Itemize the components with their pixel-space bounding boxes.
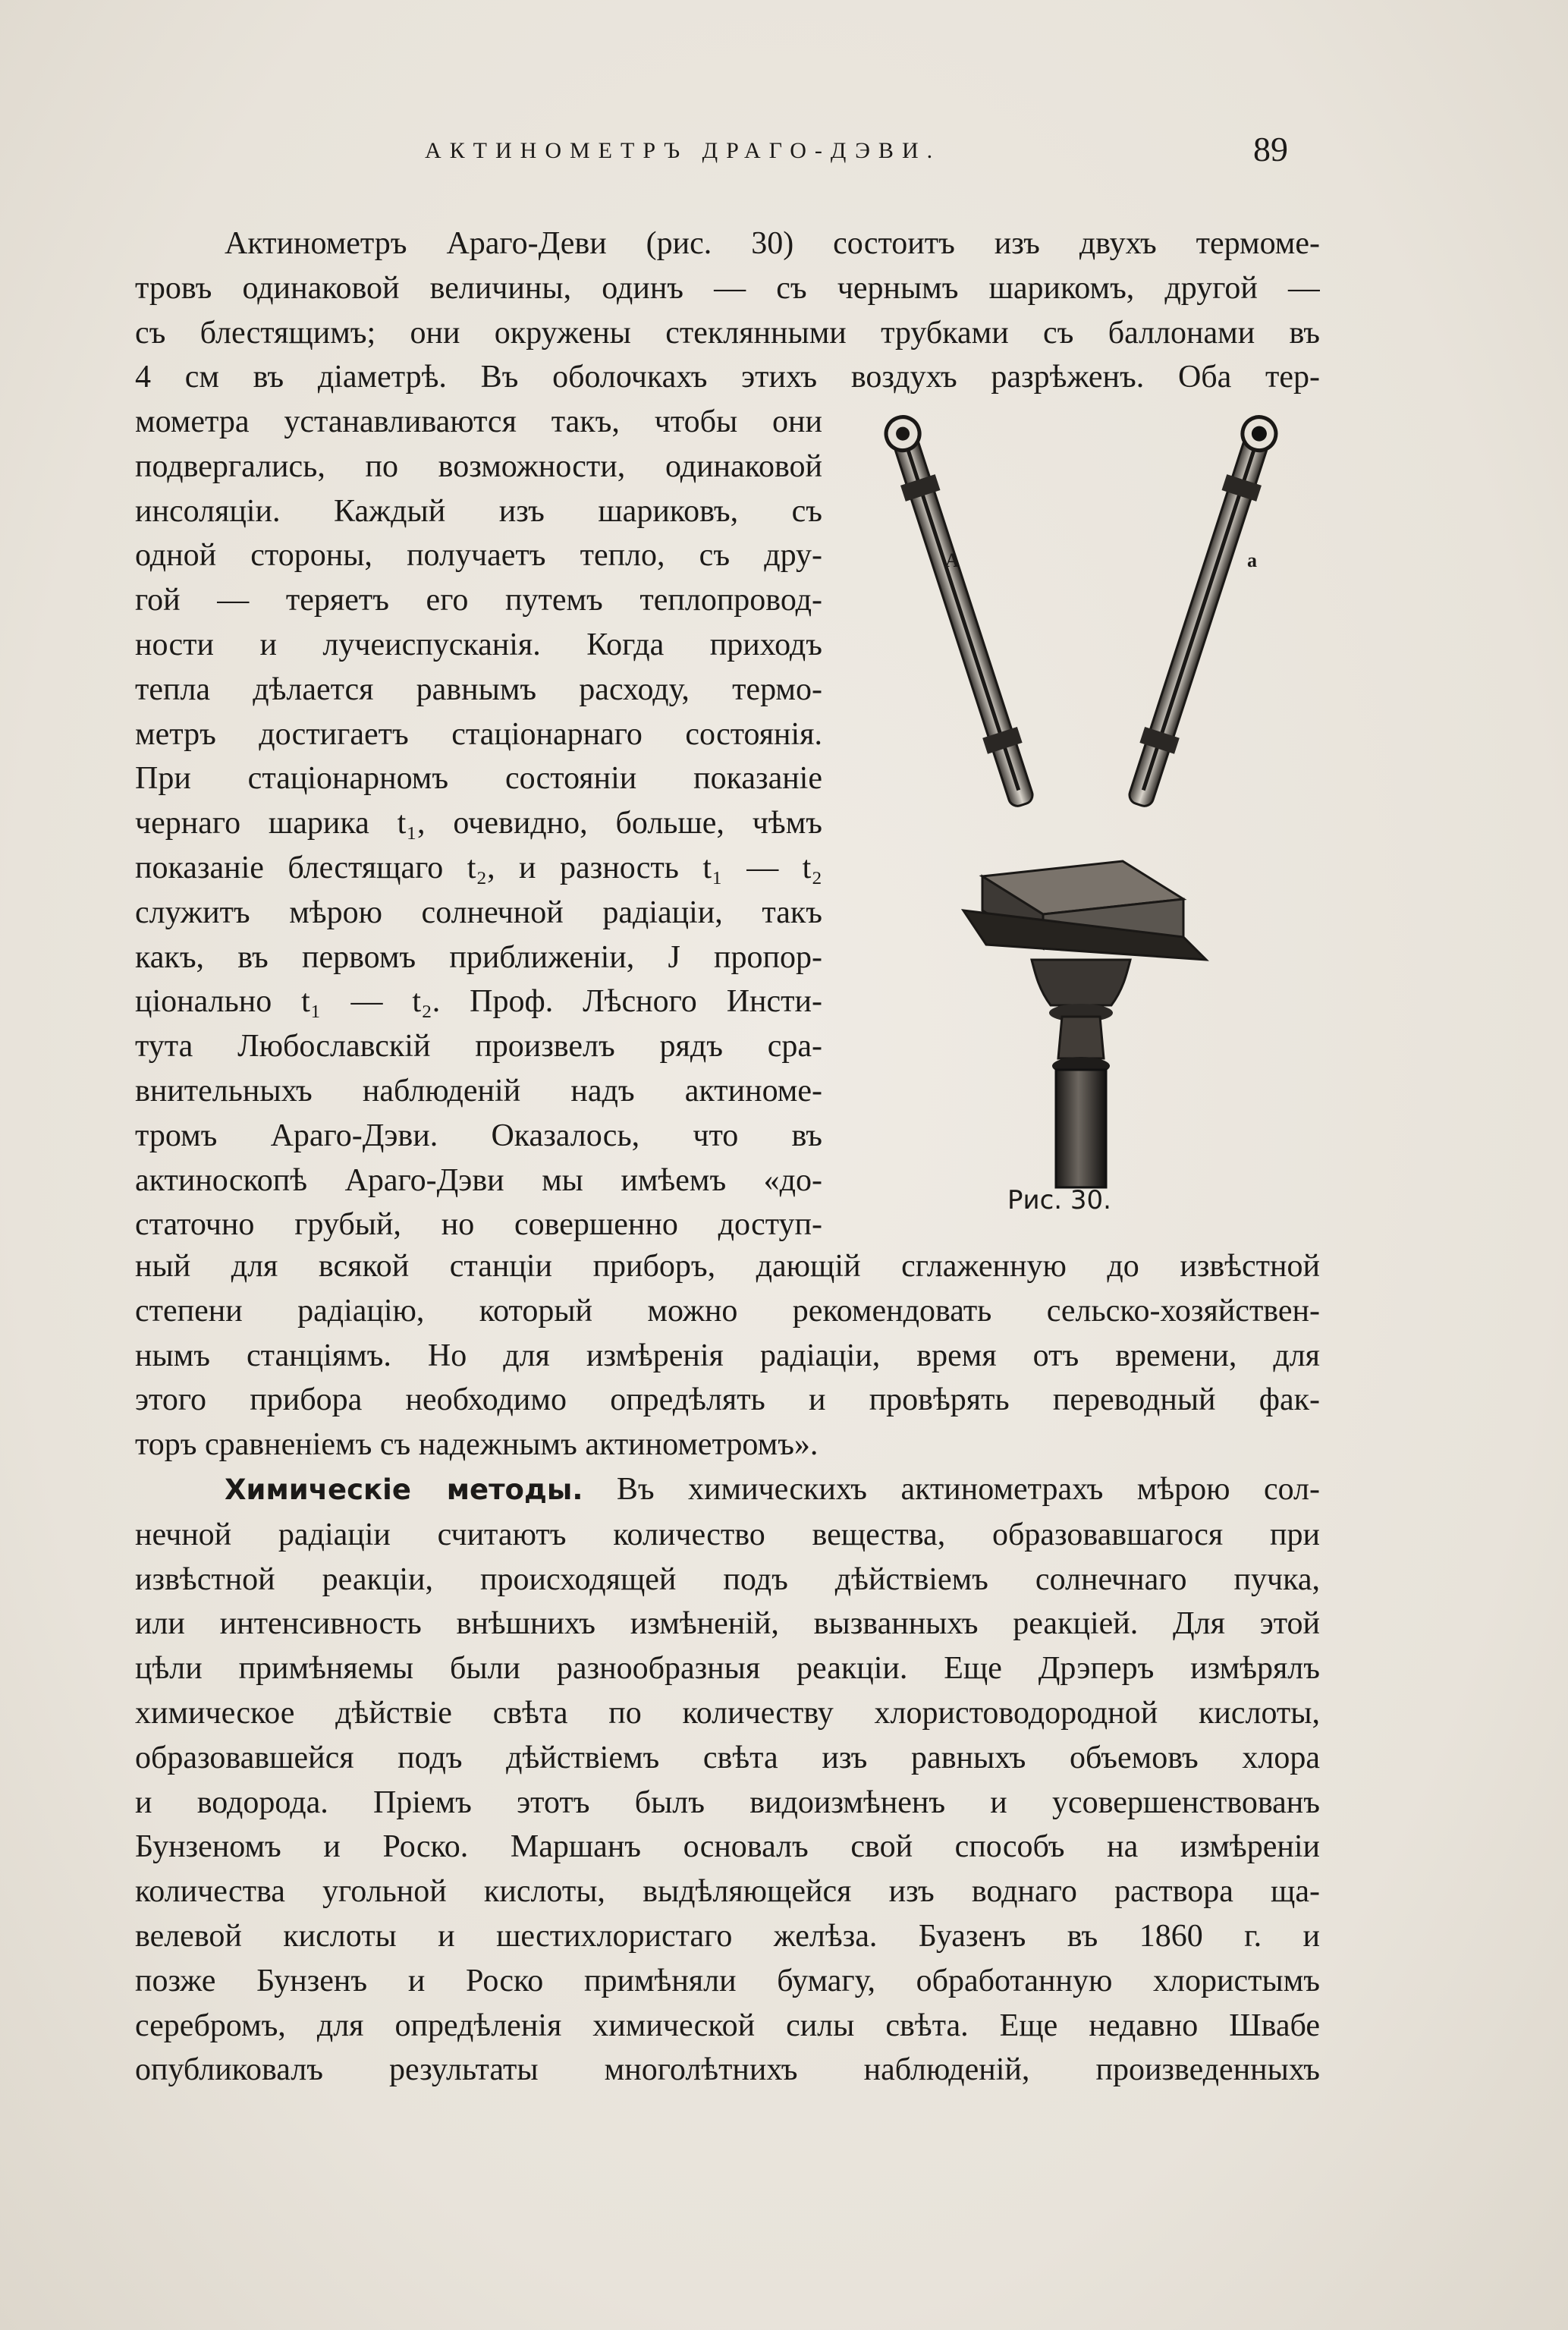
actinometer-illustration: [842, 413, 1320, 1195]
text-line: нымъ станціямъ. Но для измѣренія радіаціи, время отъ времени, для: [135, 1338, 1320, 1373]
actinometer-figure: [842, 413, 1320, 1195]
text-line: подвергались, по возможности, одинаковой: [135, 448, 822, 484]
text-line: ности и лучеиспусканія. Когда приходъ: [135, 627, 822, 662]
figure-label-a: A: [945, 549, 960, 571]
text-line: одной стороны, получаетъ тепло, съ дру-: [135, 538, 822, 574]
text-line: актиноскопѣ Араго-Дэви мы имѣемъ «до-: [135, 1162, 822, 1198]
text-line: и водорода. Пріемъ этотъ былъ видоизмѣненъ и усовершенствованъ: [135, 1784, 1320, 1820]
text-line: серебромъ, для опредѣленія химической силы свѣта. Еще недавно Швабе: [135, 2008, 1320, 2043]
text-line: съ блестящимъ; они окружены стеклянными трубками съ баллонами въ: [135, 315, 1320, 351]
text-line: тепла дѣлается равнымъ расходу, термо-: [135, 671, 822, 707]
text-line: торъ сравненіемъ съ надежнымъ актинометромъ».: [135, 1427, 819, 1463]
text-line: При стаціонарномъ состояніи показаніе: [135, 761, 822, 797]
paragraph-bottom: [135, 1244, 1320, 1467]
text-line: велевой кислоты и шестихлористаго желѣза. Буазенъ въ 1860 г. и: [135, 1918, 1320, 1954]
text-line: позже Бунзенъ и Роско примѣняли бумагу, обработанную хлористымъ: [135, 1963, 1320, 1998]
paragraph-top: [135, 222, 1320, 400]
text-line: 4 см въ діаметрѣ. Въ оболочкахъ этихъ воздухъ разрѣженъ. Оба тер-: [135, 360, 1320, 395]
text-line: внительныхъ наблюденій надъ актиноме-: [135, 1073, 822, 1108]
text-line: метръ достигаетъ стаціонарнаго состоянія.: [135, 716, 822, 752]
text-line: извѣстной реакціи, происходящей подъ дѣйствіемъ солнечнаго пучка,: [135, 1561, 1320, 1597]
paragraph-chemical-methods: [135, 1467, 1320, 2093]
text-line: тровъ одинаковой величины, одинъ — съ чернымъ шарикомъ, другой —: [135, 270, 1320, 306]
text-line: показаніе блестящаго t₂, и разность t₁ — t₂: [135, 850, 822, 885]
text-line: ный для всякой станціи приборъ, дающій сглаженную до извѣстной: [135, 1249, 1320, 1284]
text-line: нечной радіаціи считаютъ количество вещества, образовавшагося при: [135, 1517, 1320, 1552]
text-line: служитъ мѣрою солнечной радіаціи, такъ: [135, 895, 822, 930]
text-line: ціонально t₁ — t₂. Проф. Лѣсного Инсти-: [135, 984, 822, 1020]
text-line: Актинометръ Араго-Деви (рис. 30) состоитъ изъ двухъ термоме-: [225, 226, 1320, 261]
page-number: 89: [1253, 130, 1288, 168]
text-line: инсоляціи. Каждый изъ шариковъ, съ: [135, 493, 822, 529]
paragraph-wrapped-column: [135, 400, 822, 1247]
text-line: тута Любославскій произвелъ рядъ сра-: [135, 1029, 822, 1064]
text-line: степени радіацію, который можно рекомендовать сельско-хозяйствен-: [135, 1293, 1320, 1329]
text-line: опубликовалъ результаты многолѣтнихъ наблюденій, произведенныхъ: [135, 2052, 1320, 2088]
text-line: этого прибора необходимо опредѣлять и провѣрять переводный фак-: [135, 1382, 1320, 1418]
text-line: какъ, въ первомъ приближеніи, J пропор-: [135, 939, 822, 975]
text-line: химическое дѣйствіе свѣта по количеству хлористоводородной кислоты,: [135, 1695, 1320, 1731]
section-heading-run-in: Химическіе методы.: [225, 1473, 583, 1506]
running-title: АКТИНОМЕТРЪ ДРАГО-ДЭВИ.: [425, 138, 941, 163]
text-line: цѣли примѣняемы были разнообразныя реакціи. Еще Дрэперъ измѣрялъ: [135, 1651, 1320, 1687]
text-line: образовавшейся подъ дѣйствіемъ свѣта изъ равныхъ объемовъ хлора: [135, 1740, 1320, 1775]
text-line: чернаго шарика t₁, очевидно, больше, чѣмъ: [135, 806, 822, 841]
text-line: Бунзеномъ и Роско. Маршанъ основалъ свой способъ на измѣреніи: [135, 1829, 1320, 1865]
figure-caption: Рис. 30.: [1007, 1185, 1111, 1215]
figure-label-a-lowercase: a: [1247, 549, 1257, 571]
text-line: статочно грубый, но совершенно доступ-: [135, 1207, 822, 1243]
text-line: гой — теряетъ его путемъ теплопровод-: [135, 583, 822, 618]
text-fragment: Въ химическихъ актинометрахъ мѣрою сол-: [616, 1472, 1320, 1507]
text-line: или интенсивность внѣшнихъ измѣненій, вызванныхъ реакціей. Для этой: [135, 1606, 1320, 1642]
text-line: мометра устанавливаются такъ, чтобы они: [135, 404, 822, 439]
text-line: тромъ Араго-Дэви. Оказалось, что въ: [135, 1118, 822, 1153]
text-line: [135, 1467, 1320, 1513]
text-line: количества угольной кислоты, выдѣляющейся изъ воднаго раствора ща-: [135, 1874, 1320, 1910]
